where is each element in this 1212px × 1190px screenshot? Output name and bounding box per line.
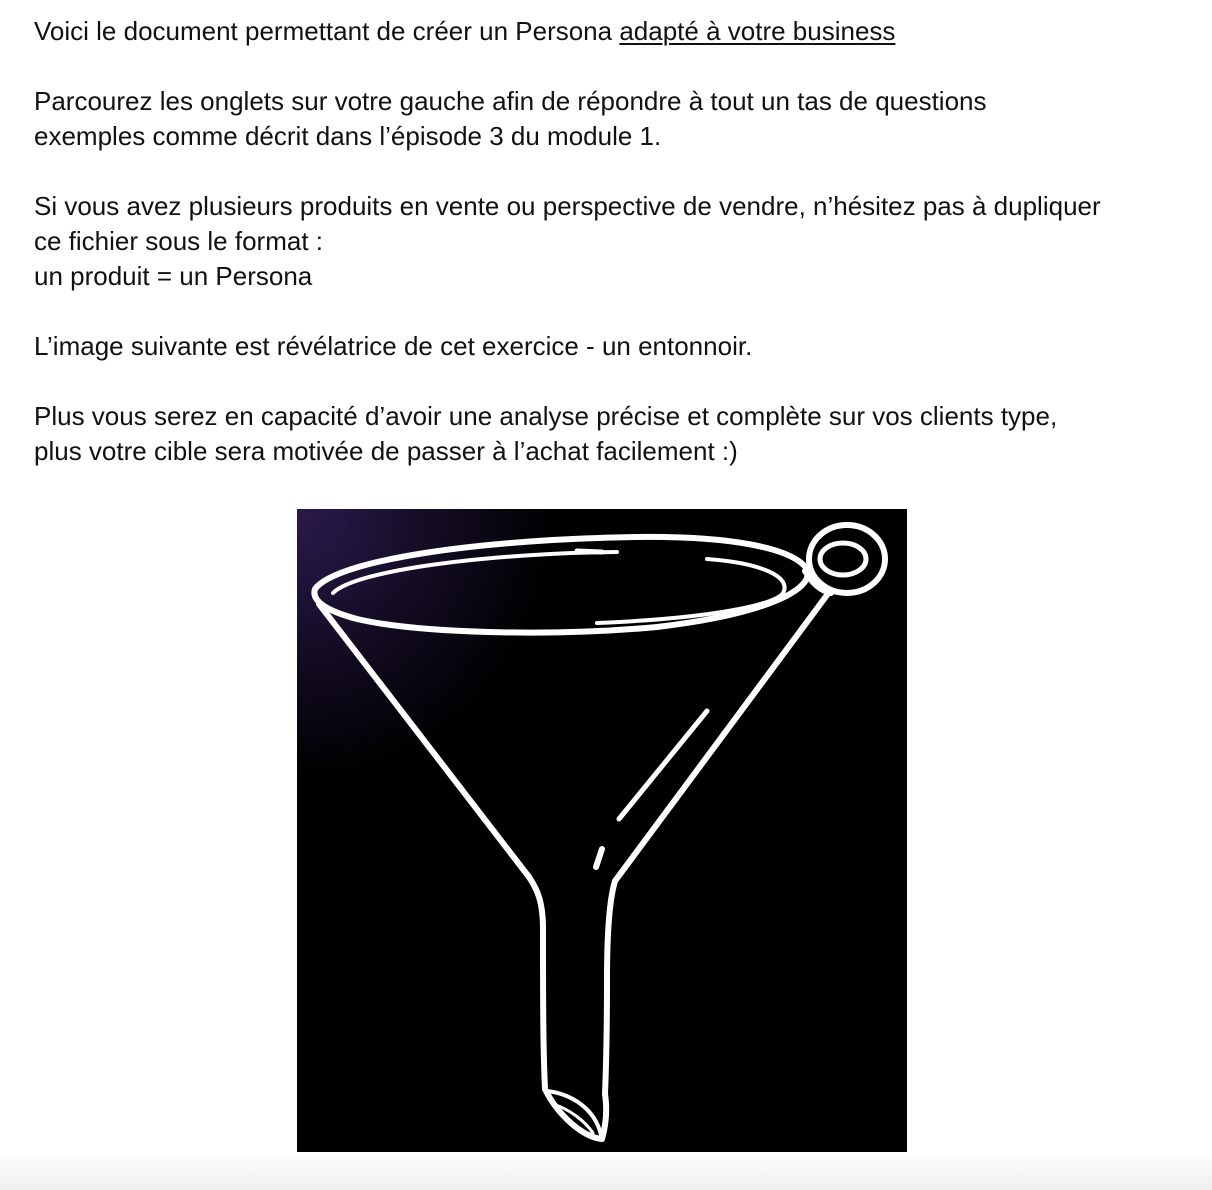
image-intro-line: L’image suivante est révélatrice de cet exercice - un entonnoir. — [34, 331, 753, 361]
document-body — [34, 14, 1184, 469]
business-link[interactable]: adapté à votre business — [619, 16, 896, 46]
funnel-icon — [297, 509, 907, 1152]
produits-line-3: un produit = un Persona — [34, 261, 313, 291]
funnel-illustration — [297, 509, 907, 1152]
intro-text: Voici le document permettant de créer un Persona — [34, 16, 620, 46]
conclusion-line-2: plus votre cible sera motivée de passer à l’achat facilement :) — [34, 436, 738, 466]
intro-line — [34, 14, 1184, 49]
page-bottom-edge — [0, 1152, 1212, 1190]
onglets-line-2: exemples comme décrit dans l’épisode 3 du module 1. — [34, 121, 662, 151]
conclusion-line-1: Plus vous serez en capacité d’avoir une analyse précise et complète sur vos clients type, — [34, 401, 1058, 431]
paragraph-spacer — [34, 49, 1184, 84]
paragraph-spacer — [34, 154, 1184, 189]
produits-line-2: ce fichier sous le format : — [34, 226, 323, 256]
paragraph-spacer — [34, 294, 1184, 329]
produits-line-1: Si vous avez plusieurs produits en vente ou perspective de vendre, n’hésitez pas à dupliquer — [34, 191, 1101, 221]
illustration-background — [297, 509, 907, 1152]
onglets-line-1: Parcourez les onglets sur votre gauche afin de répondre à tout un tas de questions — [34, 86, 987, 116]
paragraph-spacer — [34, 364, 1184, 399]
